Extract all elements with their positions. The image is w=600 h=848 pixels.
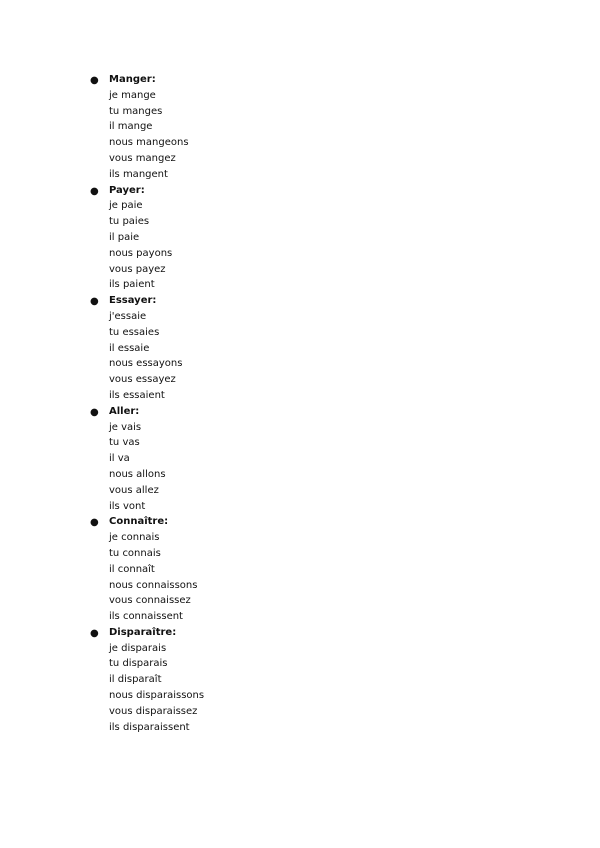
conjugation-line: ils mangent bbox=[109, 168, 168, 180]
conjugation-line: nous mangeons bbox=[109, 137, 189, 149]
conjugation-line: nous disparaissons bbox=[109, 690, 205, 702]
conjugation-line: tu essaies bbox=[109, 326, 160, 338]
conjugation-line: ils essaient bbox=[109, 389, 165, 401]
conjugation-line: il va bbox=[109, 453, 130, 465]
conjugation-line: ils paient bbox=[109, 279, 155, 291]
conjugation-line: j'essaie bbox=[109, 310, 147, 322]
bullet-icon: ● bbox=[90, 296, 99, 308]
conjugation-line: il paie bbox=[109, 231, 140, 243]
conjugation-line: il disparaît bbox=[109, 674, 162, 686]
conjugation-line: je disparais bbox=[109, 642, 167, 654]
bullet-icon: ● bbox=[90, 406, 99, 418]
conjugation-line: il mange bbox=[109, 121, 153, 133]
bullet-icon: ● bbox=[90, 75, 99, 86]
conjugation-line: vous mangez bbox=[109, 152, 176, 164]
list-item bbox=[88, 293, 204, 404]
conjugation-line: vous allez bbox=[109, 484, 159, 496]
list-item bbox=[88, 404, 204, 515]
bullet-icon: ● bbox=[90, 185, 99, 197]
list-item bbox=[88, 625, 204, 736]
verb-title: Essayer: bbox=[109, 295, 157, 307]
conjugation-line: nous connaissons bbox=[109, 579, 198, 591]
conjugation-line: je vais bbox=[109, 421, 142, 433]
conjugation-line: vous disparaissez bbox=[109, 705, 198, 717]
conjugation-line: ils vont bbox=[109, 500, 146, 512]
conjugation-line: tu paies bbox=[109, 216, 150, 228]
conjugation-line: tu vas bbox=[109, 437, 140, 449]
verb-title: Aller: bbox=[109, 405, 140, 417]
bullet-icon: ● bbox=[90, 627, 99, 639]
verb-title: Payer: bbox=[109, 184, 145, 196]
conjugation-line: ils disparaissent bbox=[109, 721, 190, 733]
conjugation-line: tu connais bbox=[109, 547, 161, 559]
conjugation-line: il connaît bbox=[109, 563, 155, 575]
verb-conjugation-list bbox=[88, 72, 204, 735]
conjugation-line: nous payons bbox=[109, 247, 173, 259]
list-item bbox=[88, 183, 204, 294]
conjugation-line: vous payez bbox=[109, 263, 166, 275]
conjugation-line: je paie bbox=[109, 200, 143, 212]
conjugation-line: il essaie bbox=[109, 342, 150, 354]
verb-title: Connaître: bbox=[109, 516, 169, 528]
conjugation-line: nous allons bbox=[109, 468, 166, 480]
conjugation-line: je connais bbox=[109, 532, 160, 544]
conjugation-line: tu manges bbox=[109, 105, 163, 117]
verb-title: Disparaître: bbox=[109, 626, 177, 638]
conjugation-line: tu disparais bbox=[109, 658, 168, 670]
conjugation-line: nous essayons bbox=[109, 358, 183, 370]
conjugation-line: vous essayez bbox=[109, 374, 176, 386]
bullet-icon: ● bbox=[90, 517, 99, 529]
conjugation-line: ils connaissent bbox=[109, 611, 183, 623]
list-item bbox=[88, 72, 204, 183]
verb-title: Manger: bbox=[109, 74, 156, 85]
list-item bbox=[88, 514, 204, 625]
conjugation-line: je mange bbox=[109, 89, 156, 101]
conjugation-line: vous connaissez bbox=[109, 595, 191, 607]
